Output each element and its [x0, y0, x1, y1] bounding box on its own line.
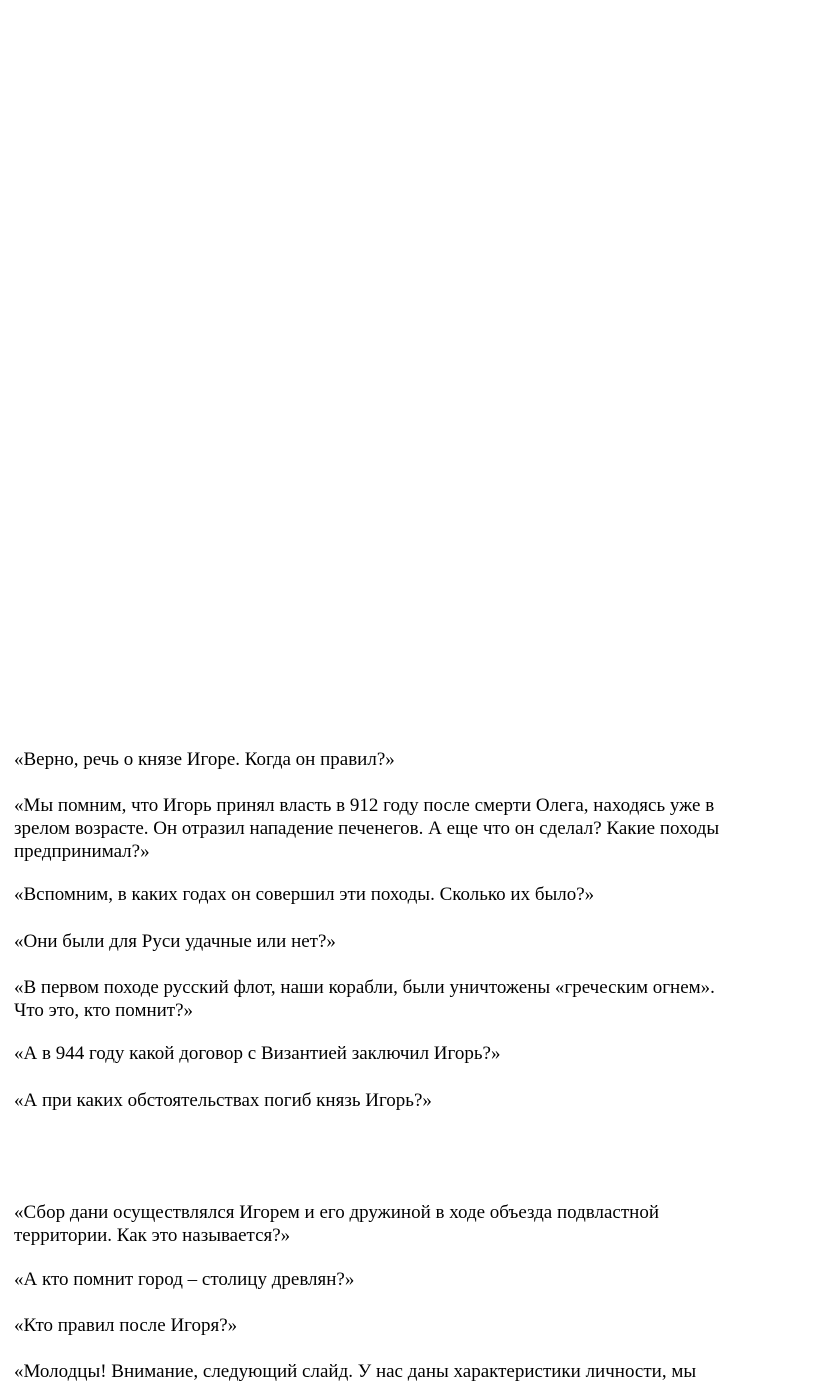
paragraph-9: «А кто помнит город – столицу древлян?»: [14, 1269, 355, 1290]
paragraph-5: «В первом походе русский флот, наши корабли, были уничтожены «греческим огнем». Что это, кто помнит?»: [14, 977, 715, 1021]
paragraph-3: «Вспомним, в каких годах он совершил эти походы. Сколько их было?»: [14, 884, 595, 905]
paragraph-11: «Молодцы! Внимание, следующий слайд. У нас даны характеристики личности, мы: [14, 1361, 697, 1382]
paragraph-6: «А в 944 году какой договор с Византией заключил Игорь?»: [14, 1043, 501, 1064]
paragraph-10: «Кто правил после Игоря?»: [14, 1315, 238, 1336]
paragraph-8: «Сбор дани осуществлялся Игорем и его дружиной в ходе объезда подвластной территории. Как это называется?»: [14, 1202, 659, 1246]
paragraph-2: «Мы помним, что Игорь принял власть в 912 году после смерти Олега, находясь уже в зрелом возрасте. Он отразил нападение печенегов. А еще что он сделал? Какие походы предпринимал?»: [14, 795, 720, 862]
paragraph-4: «Они были для Руси удачные или нет?»: [14, 931, 336, 952]
paragraph-7: «А при каких обстоятельствах погиб князь Игорь?»: [14, 1090, 432, 1111]
paragraph-1: «Верно, речь о князе Игоре. Когда он правил?»: [14, 749, 395, 770]
